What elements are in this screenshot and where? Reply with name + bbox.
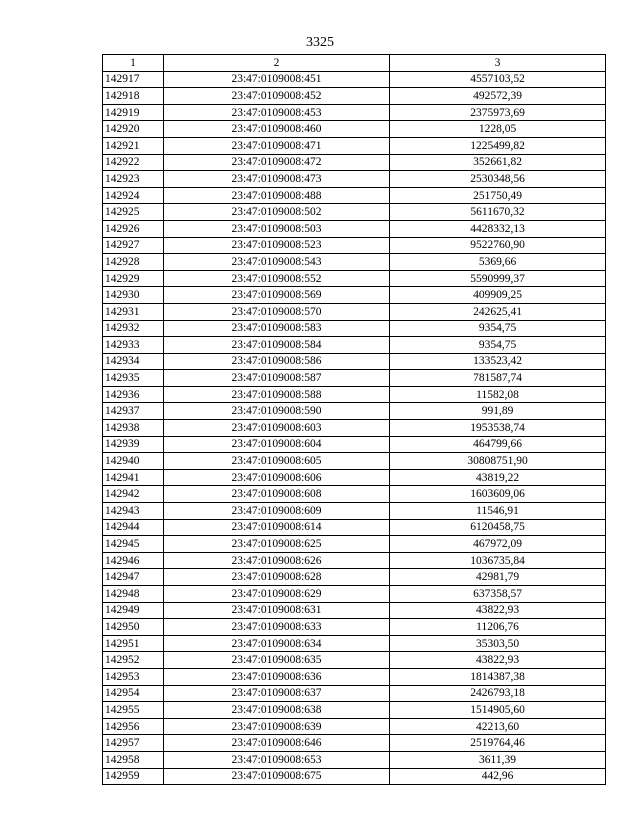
cadastral-number-cell: 23:47:0109008:451 [164,71,390,88]
row-number-cell: 142958 [103,751,164,768]
cadastral-number-cell: 23:47:0109008:608 [164,486,390,503]
table-row [103,71,606,88]
value-cell: 9354,75 [390,320,606,337]
table-row [103,619,606,636]
row-number-cell: 142927 [103,237,164,254]
value-cell: 251750,49 [390,187,606,204]
table-row [103,751,606,768]
value-cell: 467972,09 [390,536,606,553]
table-row [103,337,606,354]
row-number-cell: 142937 [103,403,164,420]
cadastral-number-cell: 23:47:0109008:646 [164,735,390,752]
table-header [103,55,606,72]
cadastral-number-cell: 23:47:0109008:604 [164,436,390,453]
cadastral-number-cell: 23:47:0109008:472 [164,154,390,171]
cadastral-number-cell: 23:47:0109008:523 [164,237,390,254]
row-number-cell: 142935 [103,370,164,387]
table-row [103,569,606,586]
value-cell: 43819,22 [390,469,606,486]
cadastral-number-cell: 23:47:0109008:639 [164,718,390,735]
cadastral-number-cell: 23:47:0109008:625 [164,536,390,553]
row-number-cell: 142925 [103,204,164,221]
value-cell: 42981,79 [390,569,606,586]
value-cell: 781587,74 [390,370,606,387]
row-number-cell: 142952 [103,652,164,669]
row-number-cell: 142917 [103,71,164,88]
table-row [103,768,606,785]
value-cell: 43822,93 [390,602,606,619]
table-row [103,171,606,188]
row-number-cell: 142929 [103,270,164,287]
row-number-cell: 142947 [103,569,164,586]
cadastral-number-cell: 23:47:0109008:614 [164,519,390,536]
table-row [103,254,606,271]
cadastral-number-cell: 23:47:0109008:590 [164,403,390,420]
table-row [103,718,606,735]
cadastral-number-cell: 23:47:0109008:473 [164,171,390,188]
cadastral-number-cell: 23:47:0109008:584 [164,337,390,354]
row-number-cell: 142931 [103,303,164,320]
cadastral-number-cell: 23:47:0109008:609 [164,503,390,520]
table-row [103,652,606,669]
value-cell: 42213,60 [390,718,606,735]
value-cell: 1228,05 [390,121,606,138]
value-cell: 2519764,46 [390,735,606,752]
row-number-cell: 142939 [103,436,164,453]
cadastral-number-cell: 23:47:0109008:570 [164,303,390,320]
value-cell: 1514905,60 [390,702,606,719]
cadastral-number-cell: 23:47:0109008:626 [164,552,390,569]
table-row [103,503,606,520]
value-cell: 352661,82 [390,154,606,171]
cadastral-number-cell: 23:47:0109008:588 [164,386,390,403]
cadastral-number-cell: 23:47:0109008:488 [164,187,390,204]
value-cell: 1603609,06 [390,486,606,503]
page-number: 3325 [306,35,334,50]
value-cell: 5611670,32 [390,204,606,221]
table-row [103,204,606,221]
row-number-cell: 142921 [103,137,164,154]
cadastral-number-cell: 23:47:0109008:452 [164,88,390,105]
table-row [103,88,606,105]
value-cell: 991,89 [390,403,606,420]
table-row [103,403,606,420]
row-number-cell: 142923 [103,171,164,188]
value-cell: 1814387,38 [390,668,606,685]
cadastral-number-cell: 23:47:0109008:606 [164,469,390,486]
cadastral-number-cell: 23:47:0109008:586 [164,353,390,370]
table-row [103,137,606,154]
value-cell: 3611,39 [390,751,606,768]
value-cell: 4557103,52 [390,71,606,88]
row-number-cell: 142953 [103,668,164,685]
row-number-cell: 142928 [103,254,164,271]
cadastral-number-cell: 23:47:0109008:552 [164,270,390,287]
cadastral-number-cell: 23:47:0109008:637 [164,685,390,702]
cadastral-number-cell: 23:47:0109008:453 [164,104,390,121]
value-cell: 35303,50 [390,635,606,652]
value-cell: 30808751,90 [390,453,606,470]
row-number-cell: 142941 [103,469,164,486]
cadastral-number-cell: 23:47:0109008:502 [164,204,390,221]
cadastral-number-cell: 23:47:0109008:503 [164,220,390,237]
row-number-cell: 142943 [103,503,164,520]
table-row [103,685,606,702]
table-row [103,552,606,569]
value-cell: 5369,66 [390,254,606,271]
value-cell: 43822,93 [390,652,606,669]
table-row [103,270,606,287]
row-number-cell: 142946 [103,552,164,569]
row-number-cell: 142932 [103,320,164,337]
row-number-cell: 142956 [103,718,164,735]
row-number-cell: 142922 [103,154,164,171]
cadastral-number-cell: 23:47:0109008:629 [164,586,390,603]
table-row [103,121,606,138]
row-number-cell: 142955 [103,702,164,719]
table-row [103,602,606,619]
table-body [103,71,606,785]
table-row [103,536,606,553]
cadastral-number-cell: 23:47:0109008:543 [164,254,390,271]
value-cell: 1953538,74 [390,420,606,437]
row-number-cell: 142918 [103,88,164,105]
row-number-cell: 142950 [103,619,164,636]
table-row [103,220,606,237]
column-header-1: 1 [103,55,164,72]
row-number-cell: 142919 [103,104,164,121]
table-row [103,735,606,752]
table-row [103,104,606,121]
value-cell: 1225499,82 [390,137,606,154]
row-number-cell: 142944 [103,519,164,536]
row-number-cell: 142951 [103,635,164,652]
value-cell: 6120458,75 [390,519,606,536]
cadastral-number-cell: 23:47:0109008:605 [164,453,390,470]
value-cell: 1036735,84 [390,552,606,569]
table-row [103,154,606,171]
cadastral-number-cell: 23:47:0109008:631 [164,602,390,619]
cadastral-number-cell: 23:47:0109008:583 [164,320,390,337]
value-cell: 133523,42 [390,353,606,370]
value-cell: 11582,08 [390,386,606,403]
value-cell: 492572,39 [390,88,606,105]
table-row [103,386,606,403]
value-cell: 2530348,56 [390,171,606,188]
row-number-cell: 142954 [103,685,164,702]
cadastral-number-cell: 23:47:0109008:471 [164,137,390,154]
value-cell: 637358,57 [390,586,606,603]
row-number-cell: 142959 [103,768,164,785]
row-number-cell: 142920 [103,121,164,138]
row-number-cell: 142949 [103,602,164,619]
table-row [103,187,606,204]
cadastral-number-cell: 23:47:0109008:634 [164,635,390,652]
table-row [103,519,606,536]
column-header-2: 2 [164,55,390,72]
cadastral-number-cell: 23:47:0109008:587 [164,370,390,387]
value-cell: 442,96 [390,768,606,785]
table-row [103,436,606,453]
table-row [103,453,606,470]
table-row [103,702,606,719]
table-row [103,469,606,486]
value-cell: 9522760,90 [390,237,606,254]
header-row [103,55,606,72]
table-row [103,320,606,337]
table-row [103,303,606,320]
value-cell: 2426793,18 [390,685,606,702]
table-row [103,370,606,387]
row-number-cell: 142948 [103,586,164,603]
cadastral-number-cell: 23:47:0109008:635 [164,652,390,669]
value-cell: 409909,25 [390,287,606,304]
value-cell: 11206,76 [390,619,606,636]
cadastral-number-cell: 23:47:0109008:603 [164,420,390,437]
cadastral-number-cell: 23:47:0109008:460 [164,121,390,138]
value-cell: 5590999,37 [390,270,606,287]
data-table [102,54,606,785]
table-row [103,586,606,603]
table-row [103,237,606,254]
row-number-cell: 142957 [103,735,164,752]
value-cell: 4428332,13 [390,220,606,237]
row-number-cell: 142936 [103,386,164,403]
cadastral-number-cell: 23:47:0109008:569 [164,287,390,304]
row-number-cell: 142942 [103,486,164,503]
table-row [103,287,606,304]
value-cell: 2375973,69 [390,104,606,121]
row-number-cell: 142945 [103,536,164,553]
value-cell: 242625,41 [390,303,606,320]
table-row [103,353,606,370]
table-row [103,486,606,503]
cadastral-number-cell: 23:47:0109008:633 [164,619,390,636]
value-cell: 464799,66 [390,436,606,453]
value-cell: 11546,91 [390,503,606,520]
cadastral-number-cell: 23:47:0109008:628 [164,569,390,586]
table-row [103,420,606,437]
row-number-cell: 142938 [103,420,164,437]
row-number-cell: 142933 [103,337,164,354]
row-number-cell: 142940 [103,453,164,470]
cadastral-number-cell: 23:47:0109008:638 [164,702,390,719]
column-header-3: 3 [390,55,606,72]
cadastral-number-cell: 23:47:0109008:636 [164,668,390,685]
row-number-cell: 142930 [103,287,164,304]
row-number-cell: 142926 [103,220,164,237]
row-number-cell: 142924 [103,187,164,204]
value-cell: 9354,75 [390,337,606,354]
table-row [103,668,606,685]
row-number-cell: 142934 [103,353,164,370]
cadastral-number-cell: 23:47:0109008:653 [164,751,390,768]
table-row [103,635,606,652]
cadastral-number-cell: 23:47:0109008:675 [164,768,390,785]
